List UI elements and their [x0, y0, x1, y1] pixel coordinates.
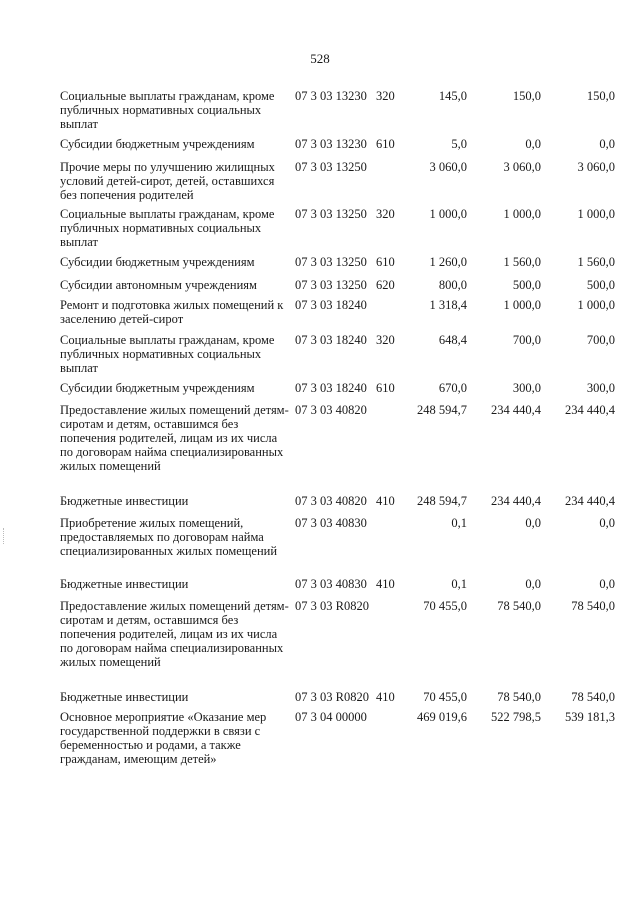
- target-code: 07 3 03 40830: [295, 516, 367, 530]
- table-row: [0, 381, 640, 403]
- table-row: [0, 160, 640, 207]
- target-code: 07 3 03 40820: [295, 494, 367, 508]
- amount-year-3: 1 000,0: [577, 207, 615, 221]
- amount-year-3: 3 060,0: [577, 160, 615, 174]
- expense-type-code: 610: [376, 381, 395, 395]
- amount-year-1: 800,0: [438, 278, 467, 292]
- budget-table: [0, 89, 640, 770]
- target-code: 07 3 03 13230: [295, 89, 367, 103]
- amount-year-3: 234 440,4: [565, 403, 615, 417]
- page-number: 528: [310, 51, 330, 66]
- row-name: Ремонт и подготовка жилых помещений к заселению детей-сирот: [60, 298, 284, 326]
- amount-year-3: 234 440,4: [565, 494, 615, 508]
- amount-year-3: 1 000,0: [577, 298, 615, 312]
- amount-year-3: 0,0: [599, 137, 615, 151]
- row-name: Субсидии автономным учреждениям: [60, 278, 257, 292]
- amount-year-2: 1 560,0: [503, 255, 541, 269]
- amount-year-2: 700,0: [512, 333, 541, 347]
- table-row: [0, 599, 640, 690]
- table-row: [0, 577, 640, 599]
- target-code: 07 3 03 18240: [295, 333, 367, 347]
- expense-type-code: 410: [376, 577, 395, 591]
- row-name: Прочие меры по улучшению жилищных условий детей-сирот, детей, оставшихся без попечения родителей: [60, 160, 275, 202]
- amount-year-2: 300,0: [512, 381, 541, 395]
- row-name: Предоставление жилых помещений детям-сиротам и детям, оставшимся без попечения родителей, лицам из их числа по договорам найма специализированных жилых помещений: [60, 403, 289, 473]
- amount-year-3: 700,0: [586, 333, 615, 347]
- amount-year-1: 1 260,0: [429, 255, 467, 269]
- table-row: [0, 333, 640, 381]
- amount-year-1: 0,1: [451, 577, 467, 591]
- amount-year-3: 1 560,0: [577, 255, 615, 269]
- amount-year-1: 670,0: [438, 381, 467, 395]
- target-code: 07 3 03 13250: [295, 278, 367, 292]
- target-code: 07 3 03 13250: [295, 207, 367, 221]
- amount-year-2: 78 540,0: [497, 690, 541, 704]
- amount-year-3: 78 540,0: [571, 599, 615, 613]
- amount-year-2: 0,0: [525, 137, 541, 151]
- amount-year-2: 1 000,0: [503, 207, 541, 221]
- table-row: [0, 516, 640, 577]
- row-name: Бюджетные инвестиции: [60, 577, 189, 591]
- amount-year-3: 300,0: [586, 381, 615, 395]
- amount-year-1: 5,0: [451, 137, 467, 151]
- expense-type-code: 320: [376, 89, 395, 103]
- target-code: 07 3 03 13230: [295, 137, 367, 151]
- expense-type-code: 610: [376, 255, 395, 269]
- row-name: Основное мероприятие «Оказание мер государственной поддержки в связи с беременностью и родами, а также гражданам, имеющим детей»: [60, 710, 267, 766]
- row-name: Субсидии бюджетным учреждениям: [60, 137, 255, 151]
- amount-year-2: 234 440,4: [491, 403, 541, 417]
- amount-year-2: 0,0: [525, 577, 541, 591]
- table-row: [0, 298, 640, 333]
- amount-year-1: 70 455,0: [423, 599, 467, 613]
- row-name: Социальные выплаты гражданам, кроме публичных нормативных социальных выплат: [60, 333, 275, 375]
- target-code: 07 3 04 00000: [295, 710, 367, 724]
- amount-year-3: 0,0: [599, 516, 615, 530]
- amount-year-3: 0,0: [599, 577, 615, 591]
- expense-type-code: 320: [376, 207, 395, 221]
- amount-year-1: 248 594,7: [417, 403, 467, 417]
- table-row: [0, 89, 640, 137]
- row-name: Приобретение жилых помещений, предоставляемых по договорам найма специализированных жилых помещений: [60, 516, 278, 558]
- target-code: 07 3 03 13250: [295, 255, 367, 269]
- amount-year-2: 522 798,5: [491, 710, 541, 724]
- amount-year-3: 150,0: [586, 89, 615, 103]
- amount-year-3: 539 181,3: [565, 710, 615, 724]
- row-name: Социальные выплаты гражданам, кроме публичных нормативных социальных выплат: [60, 89, 275, 131]
- table-row: [0, 137, 640, 160]
- table-row: [0, 494, 640, 516]
- row-name: Социальные выплаты гражданам, кроме публичных нормативных социальных выплат: [60, 207, 275, 249]
- row-name: Субсидии бюджетным учреждениям: [60, 255, 255, 269]
- amount-year-2: 3 060,0: [503, 160, 541, 174]
- amount-year-2: 500,0: [512, 278, 541, 292]
- expense-type-code: 620: [376, 278, 395, 292]
- row-name: Предоставление жилых помещений детям-сиротам и детям, оставшимся без попечения родителей, лицам из их числа по договорам найма специализированных жилых помещений: [60, 599, 289, 669]
- amount-year-1: 70 455,0: [423, 690, 467, 704]
- amount-year-2: 0,0: [525, 516, 541, 530]
- amount-year-1: 248 594,7: [417, 494, 467, 508]
- table-row: [0, 207, 640, 255]
- target-code: 07 3 03 R0820: [295, 690, 369, 704]
- amount-year-1: 145,0: [438, 89, 467, 103]
- amount-year-1: 648,4: [438, 333, 467, 347]
- table-row: [0, 403, 640, 494]
- amount-year-1: 1 000,0: [429, 207, 467, 221]
- row-name: Бюджетные инвестиции: [60, 494, 189, 508]
- row-name: Бюджетные инвестиции: [60, 690, 189, 704]
- amount-year-2: 1 000,0: [503, 298, 541, 312]
- target-code: 07 3 03 R0820: [295, 599, 369, 613]
- amount-year-1: 469 019,6: [417, 710, 467, 724]
- amount-year-1: 1 318,4: [429, 298, 467, 312]
- amount-year-2: 234 440,4: [491, 494, 541, 508]
- target-code: 07 3 03 18240: [295, 381, 367, 395]
- target-code: 07 3 03 40820: [295, 403, 367, 417]
- amount-year-1: 3 060,0: [429, 160, 467, 174]
- table-row: [0, 710, 640, 770]
- expense-type-code: 410: [376, 690, 395, 704]
- table-row: [0, 278, 640, 298]
- table-row: [0, 690, 640, 710]
- target-code: 07 3 03 40830: [295, 577, 367, 591]
- target-code: 07 3 03 13250: [295, 160, 367, 174]
- amount-year-2: 150,0: [512, 89, 541, 103]
- amount-year-1: 0,1: [451, 516, 467, 530]
- amount-year-3: 500,0: [586, 278, 615, 292]
- amount-year-2: 78 540,0: [497, 599, 541, 613]
- expense-type-code: 320: [376, 333, 395, 347]
- amount-year-3: 78 540,0: [571, 690, 615, 704]
- expense-type-code: 410: [376, 494, 395, 508]
- table-row: [0, 255, 640, 278]
- expense-type-code: 610: [376, 137, 395, 151]
- target-code: 07 3 03 18240: [295, 298, 367, 312]
- row-name: Субсидии бюджетным учреждениям: [60, 381, 255, 395]
